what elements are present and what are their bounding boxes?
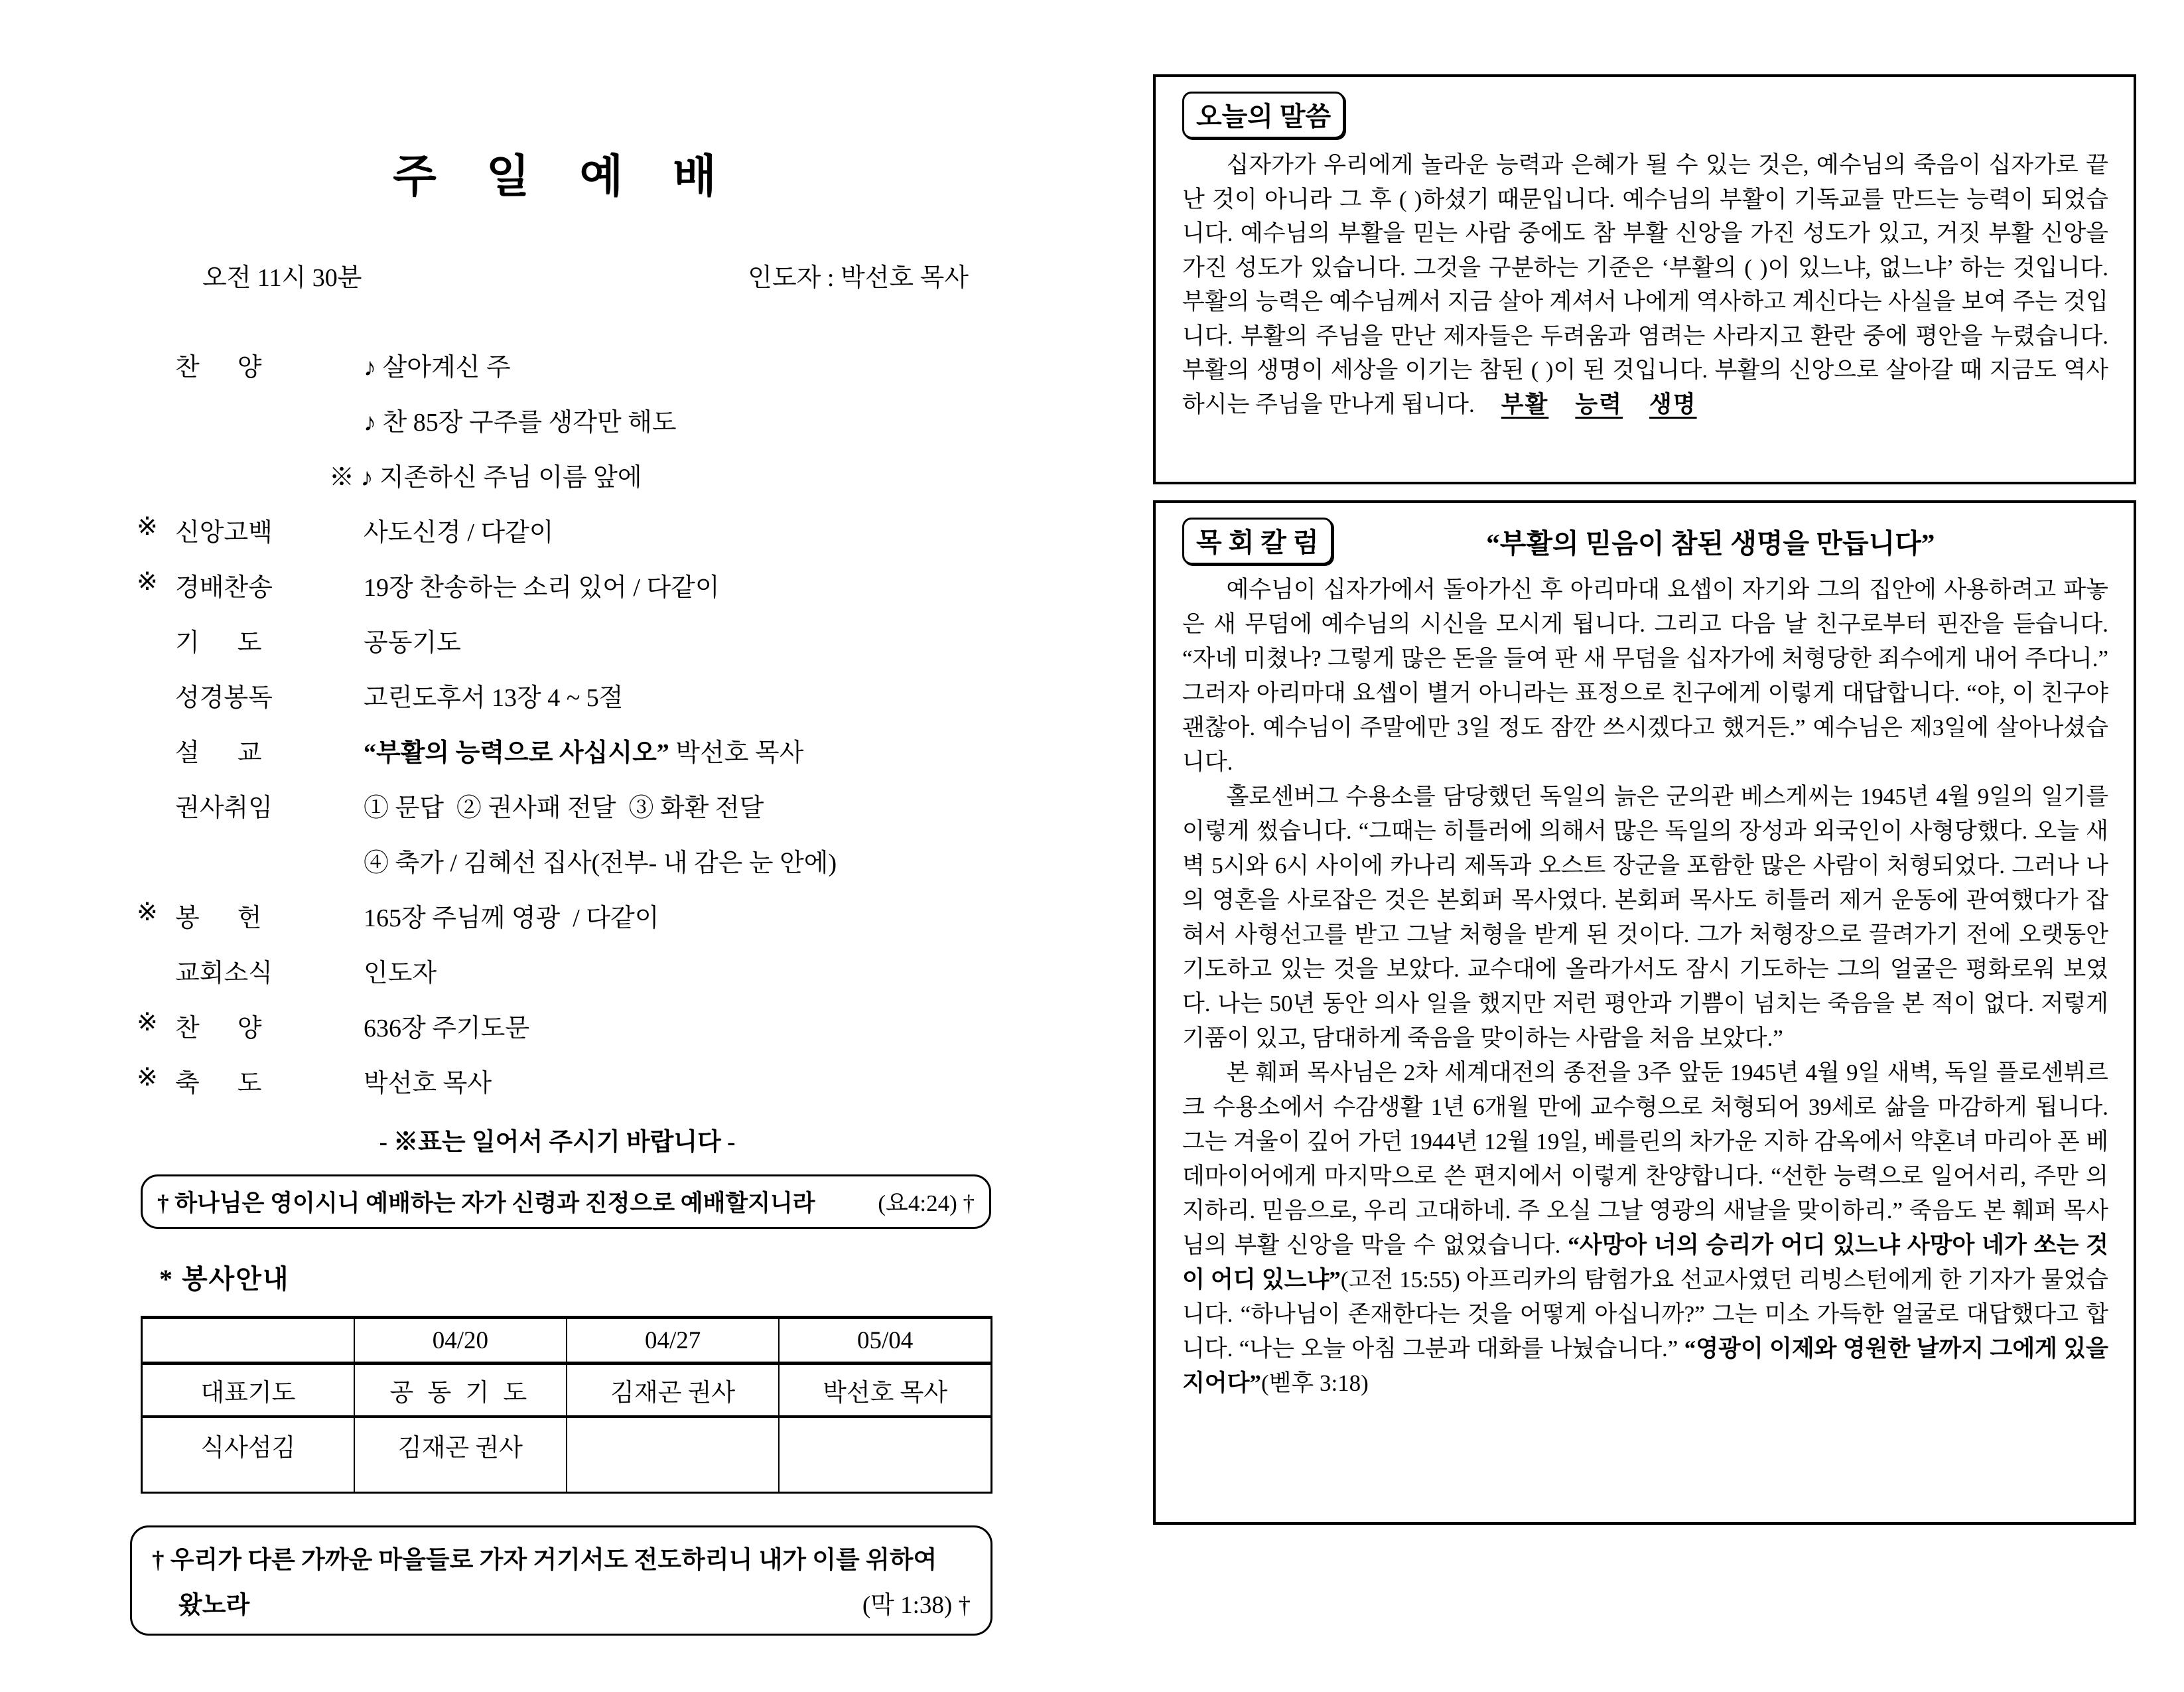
order-content [364, 732, 1048, 768]
service-leader: 인도자 : 박선호 목사 [748, 264, 969, 292]
order-label: 교회소식 [175, 959, 273, 987]
pastoral-column-box [1153, 500, 2136, 1525]
page-title: 주 일 예 배 [393, 151, 722, 202]
articles-column [1153, 74, 2136, 1525]
todays-word-body: 십자가가 우리에게 놀라운 능력과 은혜가 될 수 있는 것은, 예수님의 죽음이 십자가로 끝난 것이 아니라 그 후 ( )하셨기 때문입니다. 예수님의 부활이 기독교를 만드는 능력이 되었습니다. 예수님의 부활을 믿는 사람 중에도 참 부활 신앙을 가진 성도가 있고, 거짓 부활 신앙을 가진 성도가 있습니다. 그것을 구분하는 기준은 ‘부활의 ( )이 있느냐, 없느냐’ 하는 것입니다. 부활의 능력은 예수님께서 지금 살아 계셔서 나에게 역사하고 계신다는 사실을 보여 주는 것입니다. 부활의 주님을 만난 제자들은 두려움과 염려는 사라지고 환란 중에 평안을 누렸습니다. 부활의 생명이 세상을 이기는 참된 ( )이 된 것입니다. 부활의 신앙으로 살아갈 때 지금도 역사하시는 주님을 만나게 됩니다. [1182, 152, 2108, 417]
table-header-row [142, 1318, 992, 1364]
pastoral-p3-bold-quote-2: “영광이 이제와 영원한 날까지 그에게 있을지어다” [1182, 1336, 2108, 1396]
order-content: ♪ 살아계신 주 [364, 354, 511, 382]
service-time-row [66, 257, 1048, 293]
order-row-installation-2 [66, 842, 1048, 897]
mission-verse-ref: (막 1:38) † [862, 1592, 971, 1619]
order-row-announcements [66, 952, 1048, 1007]
worship-verse-text: † 하나님은 영이시니 예배하는 자가 신령과 진정으로 예배할지니라 [157, 1190, 815, 1216]
pastoral-paragraph-2: 홀로센버그 수용소를 담당했던 독일의 늙은 군의관 베스게씨는 1945년 4월 9일의 일기를 이렇게 썼습니다. “그때는 히틀러에 의해서 많은 독일의 장성과 외국인이 사형당했다. 오늘 새벽 5시와 6시 사이에 카나리 제독과 오스트 장군을 포함한 많은 사람이 처형되었다. 그러나 나의 영혼을 사로잡은 것은 본회퍼 목사였다. 본회퍼 목사도 히틀러 제거 운동에 관여했다가 잡혀서 사형선고를 받고 그날 처형을 받게 된 것이다. 그가 처형장으로 끌려가기 전에 오랫동안 기도하고 있는 것을 보았다. 교수대에 올라가서도 잠시 기도하는 그의 얼굴은 평화로워 보였다. 나는 50년 동안 의사 일을 했지만 저런 평안과 기쁨이 넘치는 죽음을 본 적이 없다. 저렇게 기품이 있고, 담대하게 죽음을 맞이하는 사람을 처음 보았다.” [1182, 784, 2108, 1051]
order-content: 박선호 목사 [364, 1070, 492, 1097]
order-label: 기 도 [175, 629, 262, 657]
order-content: 인도자 [364, 959, 437, 987]
table-cell: 김재곤 권사 [567, 1364, 779, 1417]
table-header-date-1: 04/20 [354, 1318, 567, 1364]
worship-order-list [66, 346, 1048, 1117]
pastoral-column-badge: 목 회 칼 럼 [1182, 518, 1333, 565]
pastoral-column-title: “부활의 믿음이 참된 생명을 만듭니다” [1486, 528, 1935, 559]
worship-order-column [66, 0, 1048, 1636]
pastoral-column-header [1182, 518, 2108, 565]
pastoral-paragraph-1: 예수님이 십자가에서 돌아가신 후 아리마대 요셉이 자기와 그의 집안에 사용하려고 파놓은 새 무덤에 예수님의 시신을 모시게 됩니다. 그리고 다음 날 친구로부터 핀잔을 듣습니다. “자네 미쳤나? 그렇게 많은 돈을 들여 판 새 무덤을 십자가에 처형당한 죄수에게 내어 주다니.” 그러자 아리마대 요셉이 별거 아니라는 표정으로 친구에게 이렇게 대답합니다. “야, 이 친구야 괜찮아. 예수님이 주말에만 3일 정도 잠깐 쓰시겠다고 했거든.” 예수님은 제3일에 살아나셨습니다. [1182, 577, 2108, 775]
order-row-offering [66, 897, 1048, 952]
order-row-worship-hymn [66, 567, 1048, 622]
order-label: 봉 헌 [175, 904, 262, 932]
stand-note: - ※표는 일어서 주시기 바랍니다 - [379, 1129, 736, 1156]
order-label: 신앙고백 [175, 519, 273, 547]
table-cell [567, 1417, 779, 1493]
order-content: ④ 축가 / 김혜선 집사(전부- 내 감은 눈 안에) [364, 849, 837, 877]
sermon-title: “부활의 능력으로 사십시오” [364, 739, 669, 767]
row-label: 식사섬김 [142, 1417, 354, 1493]
order-content: ※ ♪ 지존하신 주님 이름 앞에 [329, 464, 642, 492]
order-content: 고린도후서 13장 4 ~ 5절 [364, 684, 624, 712]
order-row-praise-4 [66, 1007, 1048, 1062]
order-row-praise-2 [66, 401, 1048, 457]
table-row-representative-prayer [142, 1364, 992, 1417]
todays-word-box [1153, 74, 2136, 484]
order-content: 19장 찬송하는 소리 있어 / 다같이 [364, 574, 720, 602]
order-label: 성경봉독 [175, 684, 273, 712]
pastoral-p3-text-2: (고전 15:55) 아프리카의 탐험가요 선교사였던 리빙스턴에게 한 기자가 물었습니다. “하나님이 존재한다는 것을 어떻게 아십니까?” 그는 미소 가득한 얼굴로 대답했다고 합니다. “나는 오늘 아침 그분과 대화를 나눴습니다.” [1182, 1267, 2108, 1362]
order-marker: ※ [137, 568, 158, 596]
order-marker: ※ [137, 898, 158, 926]
table-cell: 박선호 목사 [779, 1364, 991, 1417]
order-content: 165장 주님께 영광 / 다같이 [364, 904, 659, 932]
worship-verse-ref: (요4:24) † [878, 1190, 975, 1216]
answer-words [1475, 391, 1697, 417]
order-row-installation [66, 787, 1048, 842]
answer-word-3: 생명 [1649, 391, 1697, 417]
mission-verse-box [130, 1525, 992, 1636]
order-marker: ※ [137, 513, 158, 541]
answer-word-2: 능력 [1575, 391, 1623, 417]
table-cell: 공 동 기 도 [354, 1364, 567, 1417]
table-header-blank [142, 1318, 354, 1364]
table-header-date-3: 05/04 [779, 1318, 991, 1364]
order-label: 축 도 [175, 1070, 262, 1097]
answer-word-1: 부활 [1501, 391, 1549, 417]
order-label: 권사취임 [175, 794, 273, 822]
pastoral-paragraph-3 [1182, 1056, 2108, 1401]
order-row-praise-3 [66, 457, 1048, 512]
pastoral-p3-ref: (벧후 3:18) [1261, 1370, 1369, 1396]
mission-verse-line1: † 우리가 다른 가까운 마을들로 가자 거기서도 전도하리니 내가 이를 위하여 [152, 1547, 937, 1574]
order-row-prayer [66, 622, 1048, 677]
service-schedule-table [141, 1316, 992, 1494]
order-label: 경배찬송 [175, 574, 273, 602]
mission-verse-line2 [152, 1585, 971, 1620]
order-marker: ※ [137, 1009, 158, 1036]
sermon-speaker: 박선호 목사 [669, 739, 804, 767]
order-row-creed [66, 512, 1048, 567]
service-guide-heading: * 봉사안내 [159, 1264, 290, 1294]
order-label: 찬 양 [175, 1015, 262, 1042]
order-row-praise-1 [66, 346, 1048, 401]
order-content: ♪ 찬 85장 구주를 생각만 해도 [364, 409, 677, 437]
mission-verse-text: 왔노라 [178, 1592, 250, 1619]
pastoral-p3-bold-quote-1: “사망아 너의 승리가 어디 있느냐 사망아 네가 쏘는 것이 어디 있느냐” [1182, 1232, 2108, 1293]
worship-verse-box [141, 1174, 991, 1229]
order-content: ① 문답 ② 권사패 전달 ③ 화환 전달 [364, 794, 764, 822]
todays-word-paragraph [1182, 148, 2108, 421]
order-label: 설 교 [175, 739, 262, 767]
table-header-date-2: 04/27 [567, 1318, 779, 1364]
table-cell: 김재곤 권사 [354, 1417, 567, 1493]
order-content: 사도신경 / 다같이 [364, 519, 554, 547]
service-time: 오전 11시 30분 [202, 264, 362, 292]
order-content: 636장 주기도문 [364, 1015, 530, 1042]
todays-word-badge: 오늘의 말씀 [1182, 92, 1345, 139]
table-cell [779, 1417, 991, 1493]
row-label: 대표기도 [142, 1364, 354, 1417]
order-content: 공동기도 [364, 629, 461, 657]
order-row-scripture [66, 677, 1048, 732]
table-row-meal-service [142, 1417, 992, 1493]
order-marker: ※ [137, 1064, 158, 1092]
order-row-benediction [66, 1062, 1048, 1117]
order-label: 찬 양 [175, 354, 262, 382]
order-row-sermon [66, 732, 1048, 787]
pastoral-p3-text-1: 본 훼퍼 목사님은 2차 세계대전의 종전을 3주 앞둔 1945년 4월 9일 새벽, 독일 플로센뷔르크 수용소에서 수감생활 1년 6개월 만에 교수형으로 처형되어 39세로 삶을 마감하게 됩니다. 그는 겨울이 깊어 가던 1944년 12월 19일, 베를린의 차가운 지하 감옥에서 약혼녀 마리아 폰 베데마이어에게 마지막으로 쓴 편지에서 이렇게 찬양합니다. “선한 능력으로 일어서리, 주만 의지하리. 믿음으로, 우리 고대하네. 주 오실 그날 영광의 새날을 맞이하리.” 죽음도 본 훼퍼 목사님의 부활 신앙을 막을 수 없었습니다. [1182, 1060, 2108, 1258]
